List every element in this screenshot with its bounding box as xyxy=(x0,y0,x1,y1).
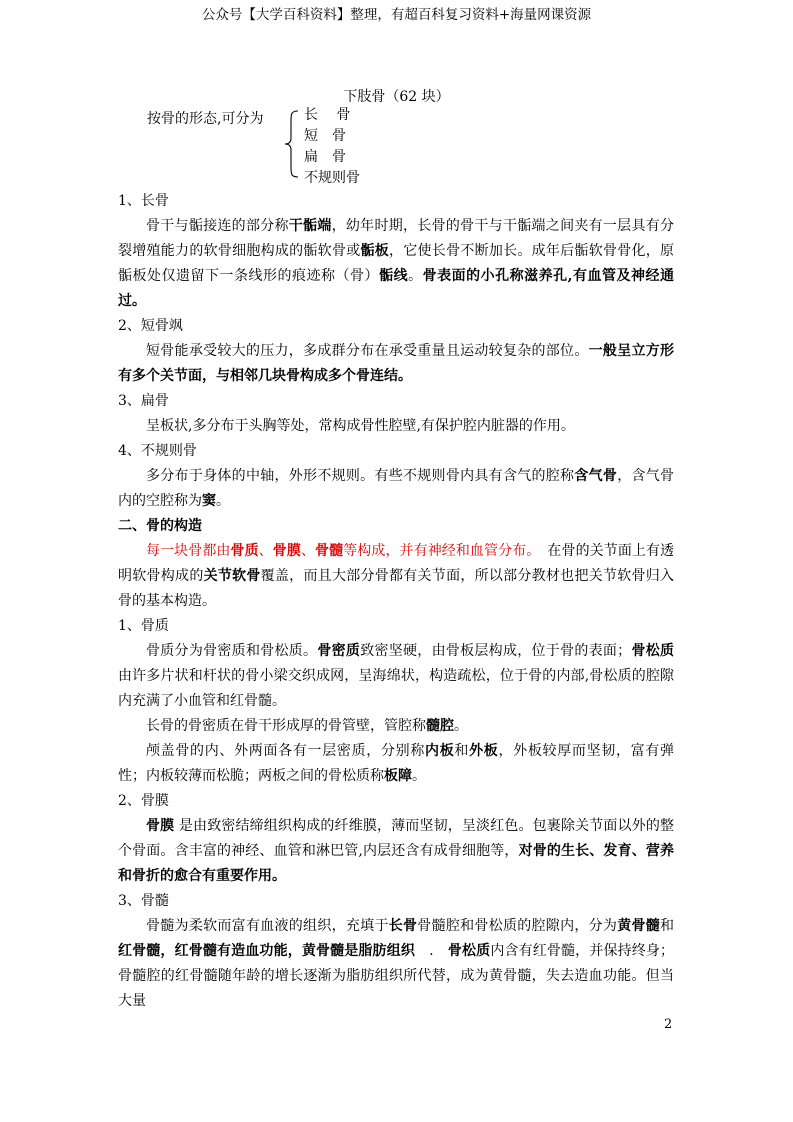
paragraph-bone-structure: 每一块骨都由骨质、骨膜、骨髓等构成，并有神经和血管分布。 在骨的关节面上有透明软骨构成的关节软骨覆盖，而且大部分骨都有关节面，所以部分教材也把关节软骨归入骨的基本构造。 xyxy=(118,543,675,609)
paragraph-flat-bone: 呈板状,多分布于头胸等处，常构成骨性腔壁,有保护腔内脏器的作用。 xyxy=(146,418,575,434)
part-heading-bone-structure: 二、骨的构造 xyxy=(118,518,202,534)
paragraph-bone-marrow: 骨髓为柔软而富有血液的组织，充填于长骨骨髓腔和骨松质的腔隙内，分为黄骨髓和红骨髓，红骨髓有造血功能，黄骨髓是脂肪组织 . 骨松质内含有红骨髓，并保持终身；骨髓腔的红骨髓随年龄的增长逐渐为脂肪组织所代替，成为黄骨髓，失去造血功能。但当大量 xyxy=(118,918,675,1009)
page-title: 下肢骨（62 块） xyxy=(343,89,450,105)
page-header: 公众号【大学百科资料】整理，有超百科复习资料+海量网课资源 xyxy=(201,7,592,23)
paragraph-irregular-bone: 多分布于身体的中轴，外形不规则。有些不规则骨内具有含气的腔称含气骨，含气骨内的空腔称为窦。 xyxy=(118,468,675,509)
section-heading-periosteum: 2、骨膜 xyxy=(118,793,169,809)
classification-item: 长 骨 xyxy=(304,107,351,123)
classification-list xyxy=(304,105,360,189)
paragraph-long-bone: 骨干与骺接连的部分称干骺端，幼年时期，长骨的骨干与干骺端之间夹有一层具有分裂增殖能力的软骨细胞构成的骺软骨或骺板，它使长骨不断加长。成年后骺软骨骨化，原骺板处仅遗留下一条线形的痕迹称（骨）骺线。骨表面的小孔称滋养孔,有血管及神经通过。 xyxy=(118,218,675,309)
section-heading-bone-substance: 1、骨质 xyxy=(118,618,169,634)
section-heading-short-bone: 2、短骨飒 xyxy=(118,318,183,334)
paragraph-short-bone: 短骨能承受较大的压力，多成群分布在承受重量且运动较复杂的部位。一般呈立方形有多个关节面，与相邻几块骨构成多个骨连结。 xyxy=(118,343,674,384)
page-number: 2 xyxy=(664,1017,673,1032)
paragraph-periosteum: 骨膜 是由致密结缔组织构成的纤维膜，薄而坚韧，呈淡红色。包裹除关节面以外的整个骨面。含丰富的神经、血管和淋巴管,内层还含有成骨细胞等，对骨的生长、发育、营养和骨折的愈合有重要作用。 xyxy=(118,818,675,884)
document-body xyxy=(118,189,674,1014)
section-heading-irregular-bone: 4、不规则骨 xyxy=(118,443,197,459)
paragraph-medullary-cavity: 长骨的骨密质在骨干形成厚的骨管壁，管腔称髓腔。 xyxy=(146,718,468,734)
classification-item: 短 骨 xyxy=(304,128,346,144)
classification-item: 扁 骨 xyxy=(304,149,346,165)
curly-brace-icon xyxy=(284,110,300,178)
classification-item: 不规则骨 xyxy=(304,170,360,186)
section-heading-long-bone: 1、长骨 xyxy=(118,193,169,209)
paragraph-skull-plates: 颅盖骨的内、外两面各有一层密质，分别称内板和外板，外板较厚而坚韧，富有弹性；内板较薄而松脆；两板之间的骨松质称板障。 xyxy=(118,743,675,784)
paragraph-bone-substance: 骨质分为骨密质和骨松质。骨密质致密坚硬，由骨板层构成，位于骨的表面；骨松质由许多片状和杆状的骨小梁交织成网，呈海绵状，构造疏松，位于骨的内部,骨松质的腔隙内充满了小血管和红骨髓。 xyxy=(118,643,675,709)
section-heading-flat-bone: 3、扁骨 xyxy=(118,393,169,409)
section-heading-bone-marrow: 3、骨髓 xyxy=(118,893,169,909)
classification-intro: 按骨的形态,可分为 xyxy=(147,111,264,127)
